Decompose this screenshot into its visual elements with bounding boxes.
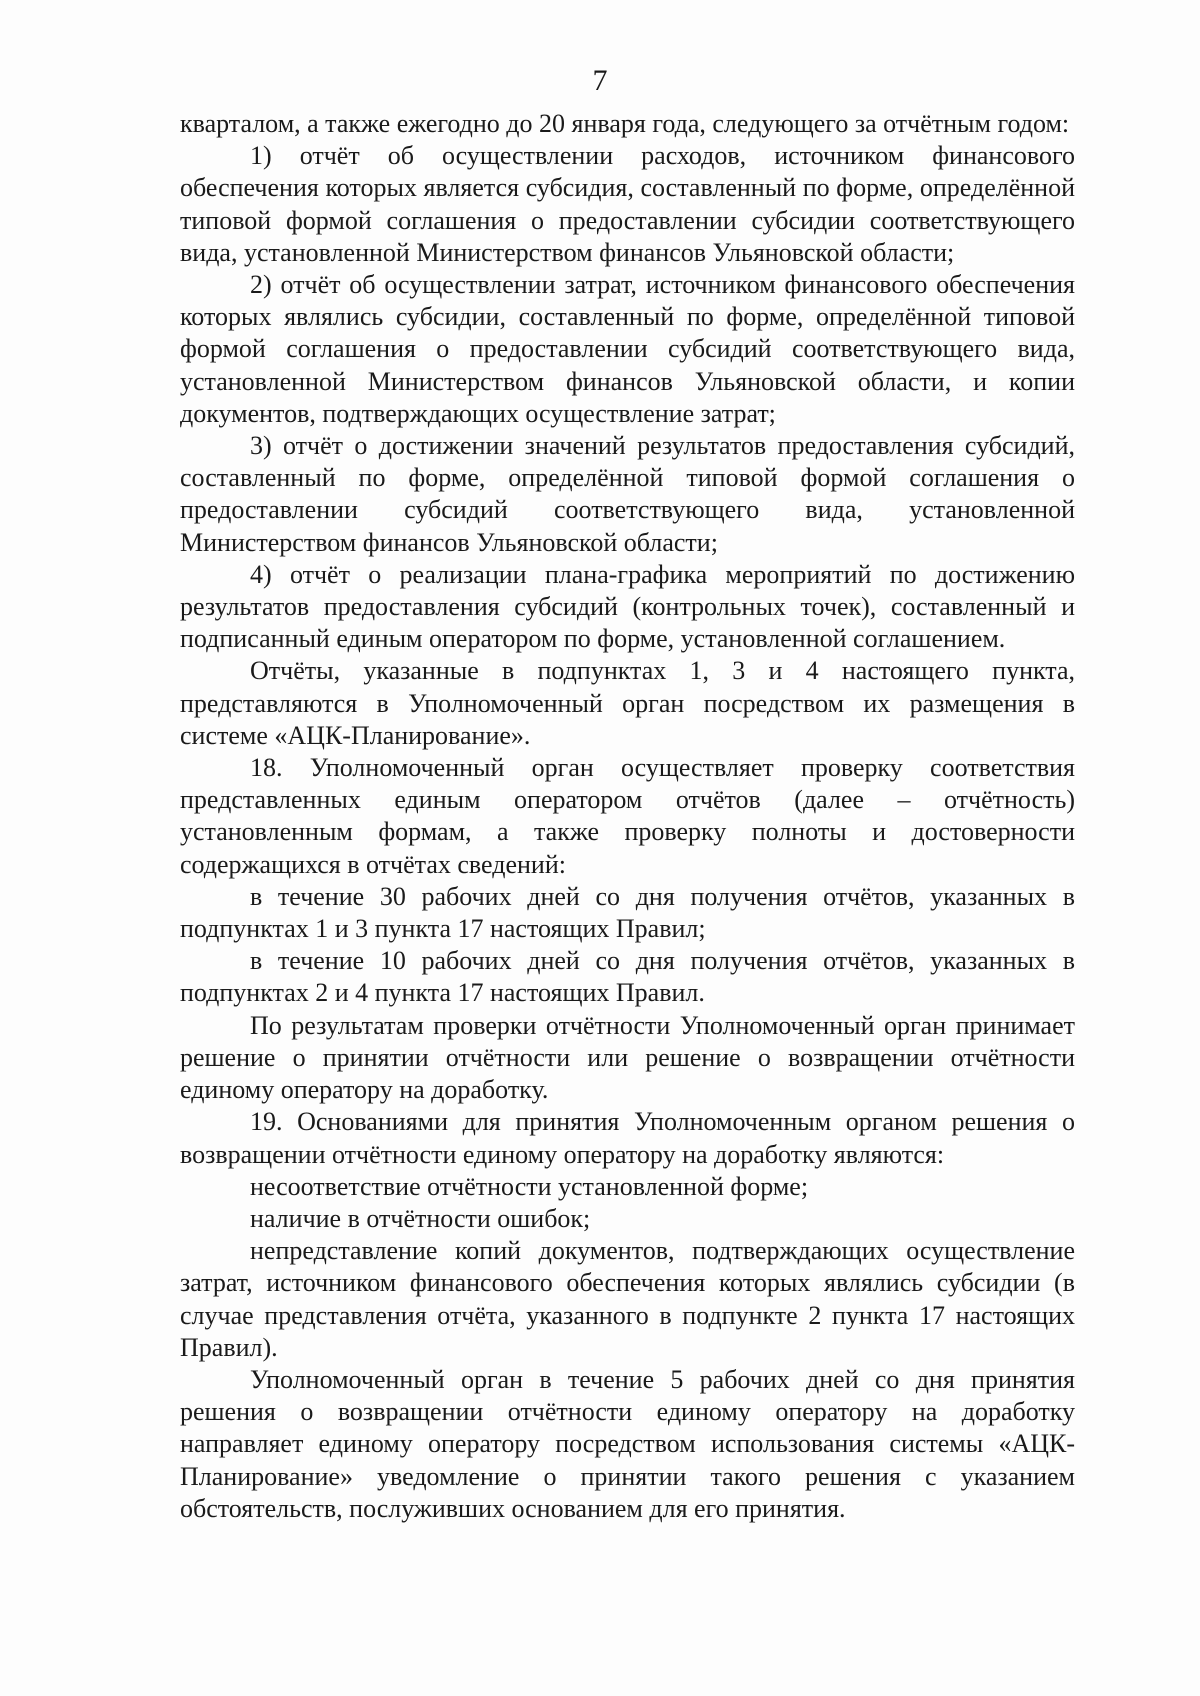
paragraph-term-30-days: в течение 30 рабочих дней со дня получения отчётов, указанных в подпунктах 1 и 3 пункта 17 настоящих Правил; [180, 881, 1075, 944]
paragraph-section-19: 19. Основаниями для принятия Уполномоченным органом решения о возвращении отчётности единому оператору на доработку являются: [180, 1107, 1075, 1169]
paragraph-ground-errors: наличие в отчётности ошибок; [250, 1203, 591, 1233]
paragraph-item-4: 4) отчёт о реализации плана-графика мероприятий по достижению результатов предоставления субсидий (контрольных точек), составленный и подписанный единым оператором по форме, установленной соглашением. [180, 559, 1075, 654]
paragraph-item-2: 2) отчёт об осуществлении затрат, источником финансового обеспечения которых являлись субсидии, составленный по форме, определённой типовой формой соглашения о предоставлении субсидий соответствующего вида, установленной Министерством финансов Ульяновской области, и копии документов, подтверждающих осуществление затрат; [180, 270, 1075, 428]
paragraph-notification: Уполномоченный орган в течение 5 рабочих дней со дня принятия решения о возвращении отчётности единому оператору на доработку направляет единому оператору посредством использования системы «АЦК-Планирование» уведомление о принятии такого решения с указанием обстоятельств, послуживших основанием для его принятия. [180, 1364, 1075, 1523]
paragraph-item-1: 1) отчёт об осуществлении расходов, источником финансового обеспечения которых является субсидия, составленный по форме, определённой типовой формой соглашения о предоставлении субсидии соответствующего вида, установленной Министерством финансов Ульяновской области; [180, 141, 1075, 267]
paragraph-section-18: 18. Уполномоченный орган осуществляет проверку соответствия представленных единым оператором отчётов (далее – отчётность) установленным формам, а также проверку полноты и достоверности содержащихся в отчётах сведений: [180, 753, 1075, 879]
paragraph-check-results: По результатам проверки отчётности Уполномоченный орган принимает решение о принятии отчётности или решение о возвращении отчётности единому оператору на доработку. [180, 1010, 1075, 1105]
document-body [180, 108, 1075, 1525]
paragraph-term-10-days: в течение 10 рабочих дней со дня получения отчётов, указанных в подпунктах 2 и 4 пункта 17 настоящих Правил. [180, 946, 1075, 1008]
paragraph-ground-form: несоответствие отчётности установленной форме; [250, 1171, 809, 1201]
page-number: 7 [592, 64, 608, 97]
paragraph-reports: Отчёты, указанные в подпунктах 1, 3 и 4 настоящего пункта, представляются в Уполномоченный орган посредством их размещения в системе «АЦК-Планирование». [180, 656, 1075, 750]
paragraph-ground-documents: непредставление копий документов, подтверждающих осуществление затрат, источником финансового обеспечения которых являлись субсидии (в случае представления отчёта, указанного в подпункте 2 пункта 17 настоящих Правил). [180, 1236, 1075, 1362]
paragraph-continuation: кварталом, а также ежегодно до 20 января года, следующего за отчётным годом: [180, 109, 1070, 138]
paragraph-item-3: 3) отчёт о достижении значений результатов предоставления субсидий, составленный по форме, определённой типовой формой соглашения о предоставлении субсидий соответствующего вида, установленной Министерством финансов Ульяновской области; [180, 431, 1075, 557]
